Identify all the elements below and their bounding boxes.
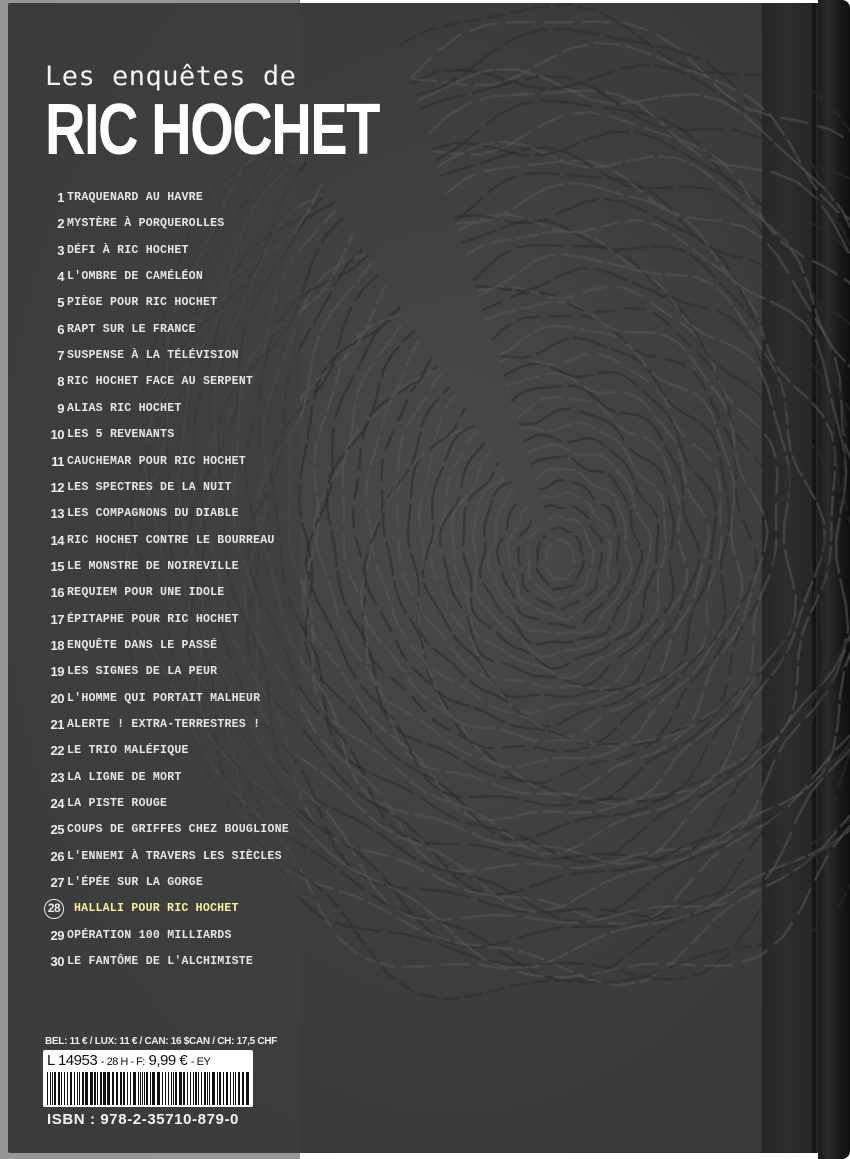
isbn-number: ISBN : 978-2-35710-879-0 (47, 1111, 239, 1128)
barcode-bar (190, 1072, 191, 1105)
barcode-bar (120, 1072, 122, 1105)
barcode-bar (193, 1072, 194, 1105)
title-text: LES 5 REVENANTS (67, 428, 175, 442)
barcode-bar (47, 1072, 48, 1105)
title-text: LE FANTÔME DE L'ALCHIMISTE (67, 955, 254, 969)
barcode-bar (133, 1072, 136, 1105)
barcode-bar (82, 1072, 84, 1105)
barcode-bar (61, 1072, 62, 1105)
barcode-bar (226, 1072, 228, 1105)
barcode-bar (212, 1072, 215, 1105)
barcode-bar (168, 1072, 169, 1105)
title-entry (30, 794, 370, 820)
title-entry (30, 557, 370, 583)
barcode-bar (183, 1072, 185, 1105)
fingerprint-ridge (353, 292, 774, 784)
title-entry (30, 478, 370, 504)
title-number: 1 (57, 190, 64, 205)
title-number: 17 (50, 611, 64, 627)
barcode-bar (70, 1072, 72, 1105)
barcode-bar (58, 1072, 60, 1105)
barcode-bar (97, 1072, 98, 1105)
title-text: L'OMBRE DE CAMÉLÉON (67, 270, 203, 284)
barcode-bar (230, 1072, 231, 1105)
title-text: LES SIGNES DE LA PEUR (67, 665, 218, 679)
barcode-bar (79, 1072, 80, 1105)
barcode-bars (45, 1072, 251, 1106)
title-text: LA LIGNE DE MORT (67, 770, 182, 784)
barcode-bar (162, 1072, 163, 1105)
barcode-bar (144, 1072, 145, 1105)
title-number: 7 (57, 348, 64, 364)
title-text: SUSPENSE À LA TÉLÉVISION (67, 349, 239, 363)
barcode-bar (165, 1072, 166, 1105)
title-entry (30, 531, 370, 557)
title-entry (30, 952, 370, 978)
title-number: 8 (57, 374, 64, 390)
barcode-bar (187, 1072, 188, 1105)
title-number: 21 (50, 717, 64, 732)
title-text: COUPS DE GRIFFES CHEZ BOUGLIONE (67, 823, 289, 837)
title-number: 9 (57, 400, 64, 416)
title-entry (30, 241, 370, 267)
title-number: 26 (50, 848, 64, 864)
barcode-bar (152, 1072, 155, 1105)
barcode-issue: - 28 H - F: (100, 1056, 145, 1068)
barcode-bar (127, 1072, 128, 1105)
title-number: 10 (50, 427, 64, 443)
title-text: ÉPITAPHE POUR RIC HOCHET (67, 612, 239, 626)
title-number: 13 (50, 506, 64, 522)
barcode-bar (142, 1072, 143, 1105)
barcode-bar (123, 1072, 125, 1105)
barcode-bar (74, 1072, 75, 1105)
title-text: MYSTÈRE À PORQUEROLLES (67, 217, 225, 231)
title-text: LA PISTE ROUGE (67, 797, 168, 811)
barcode-bar (179, 1072, 182, 1105)
barcode-bar (173, 1072, 174, 1105)
title-text: DÉFI À RIC HOCHET (67, 243, 189, 257)
series-logo (45, 61, 379, 170)
title-text: ALIAS RIC HOCHET (67, 401, 182, 415)
barcode-bar (64, 1072, 65, 1105)
barcode-bar (207, 1072, 208, 1105)
title-entry (30, 372, 370, 398)
title-entry (30, 504, 370, 530)
title-entry (30, 899, 370, 925)
title-text: RIC HOCHET CONTRE LE BOURREAU (67, 533, 275, 547)
barcode-bar (238, 1072, 240, 1105)
title-entry (30, 847, 370, 873)
title-text: PIÈGE POUR RIC HOCHET (67, 296, 218, 310)
series-logo-title: RIC HOCHET (45, 90, 379, 170)
barcode-bar (52, 1072, 53, 1105)
barcode-bar (157, 1072, 160, 1105)
barcode-bar (100, 1072, 102, 1105)
title-number: 24 (50, 796, 64, 812)
title-text: LES SPECTRES DE LA NUIT (67, 480, 232, 494)
barcode-bar (198, 1072, 199, 1105)
fingerprint-ridge (546, 540, 575, 580)
title-number: 19 (50, 664, 64, 680)
title-entry (30, 583, 370, 609)
fingerprint-ridge (306, 245, 812, 806)
title-entry (30, 320, 370, 346)
title-entry (30, 689, 370, 715)
barcode-bar (77, 1072, 78, 1105)
barcode-bar (219, 1072, 221, 1105)
barcode-bar (242, 1072, 244, 1105)
barcode-bar (50, 1072, 51, 1105)
title-text: L'ENNEMI À TRAVERS LES SIÈCLES (67, 849, 282, 863)
title-entry (30, 214, 370, 240)
barcode-code: L 14953 (47, 1052, 98, 1069)
title-number: 29 (50, 927, 64, 943)
title-number: 5 (57, 295, 64, 311)
title-entry (30, 399, 370, 425)
title-text: LES COMPAGNONS DU DIABLE (67, 507, 239, 521)
title-text: CAUCHEMAR POUR RIC HOCHET (67, 454, 246, 468)
barcode-bar (67, 1072, 68, 1105)
title-entry (30, 346, 370, 372)
barcode-bar (112, 1072, 114, 1105)
barcode-bar (116, 1072, 118, 1105)
title-number: 4 (57, 269, 64, 285)
barcode-bar (90, 1072, 93, 1105)
title-text: OPÉRATION 100 MILLIARDS (67, 928, 232, 942)
barcode-bar (204, 1072, 206, 1105)
title-entry (30, 662, 370, 688)
barcode-bar (150, 1072, 151, 1105)
title-number: 28 (44, 899, 64, 919)
title-text: HALLALI POUR RIC HOCHET (74, 902, 239, 916)
fingerprint-ridge (327, 269, 785, 804)
barcode-bar (130, 1072, 131, 1105)
barcode-bar (233, 1072, 234, 1105)
title-entry (30, 293, 370, 319)
barcode-bar (146, 1072, 148, 1105)
price-line: BEL: 11 € / LUX: 11 € / CAN: 16 $CAN / CH: 17,5 CHF (45, 1036, 277, 1047)
barcode-currency: € (179, 1052, 188, 1069)
barcode-bar (195, 1072, 197, 1105)
barcode-price-text (47, 1052, 210, 1071)
barcode-bar (223, 1072, 224, 1105)
title-entry (30, 873, 370, 899)
barcode-bar (85, 1072, 88, 1105)
title-number: 2 (57, 216, 64, 232)
title-entry (30, 425, 370, 451)
title-text: LE MONSTRE DE NOIREVILLE (67, 559, 239, 573)
title-number: 15 (50, 558, 64, 574)
barcode-bar (246, 1072, 249, 1105)
title-entry (30, 636, 370, 662)
title-text: L'HOMME QUI PORTAIT MALHEUR (67, 691, 261, 705)
title-entry (30, 926, 370, 952)
title-entry (30, 820, 370, 846)
barcode-bar (54, 1072, 56, 1105)
barcode-bar (171, 1072, 172, 1105)
title-number: 27 (50, 875, 64, 891)
title-entry (30, 188, 370, 214)
title-entry (30, 741, 370, 767)
title-text: TRAQUENARD AU HAVRE (67, 191, 203, 204)
title-number: 6 (57, 321, 64, 337)
title-text: L'ÉPÉE SUR LA GORGE (67, 876, 203, 890)
barcode-bar (201, 1072, 202, 1105)
title-number: 3 (57, 242, 64, 258)
title-number: 12 (50, 479, 64, 495)
title-text: ENQUÊTE DANS LE PASSÉ (67, 638, 218, 652)
title-number: 22 (50, 743, 64, 759)
barcode-bar (209, 1072, 210, 1105)
barcode-suffix: - EY (190, 1056, 211, 1068)
barcode-bar (235, 1072, 236, 1105)
barcode-bar (94, 1072, 96, 1105)
barcode-bar (175, 1072, 177, 1105)
title-number: 23 (50, 769, 64, 785)
title-text: LE TRIO MALÉFIQUE (67, 744, 189, 758)
title-entry (30, 715, 370, 741)
fingerprint-ridge (418, 373, 709, 713)
title-text: RAPT SUR LE FRANCE (67, 322, 196, 336)
title-number: 25 (50, 822, 64, 838)
barcode-bar (140, 1072, 141, 1105)
title-text: ALERTE ! EXTRA-TERRESTRES ! (67, 718, 261, 731)
barcode-price: 9,99 (148, 1052, 176, 1069)
title-entry (30, 452, 370, 478)
barcode-label (43, 1050, 253, 1107)
title-entry (30, 768, 370, 794)
title-entry (30, 610, 370, 636)
title-text: RIC HOCHET FACE AU SERPENT (67, 375, 254, 389)
title-text: REQUIEM POUR UNE IDOLE (67, 586, 225, 600)
fingerprint-ridge (508, 493, 611, 620)
title-number: 20 (50, 690, 64, 706)
title-number: 14 (50, 532, 64, 548)
fingerprint-ridge (518, 505, 602, 610)
series-logo-subtitle: Les enquêtes de (45, 61, 297, 92)
title-number: 11 (51, 453, 64, 469)
barcode-bar (138, 1072, 139, 1105)
title-number: 18 (50, 637, 64, 653)
title-number: 30 (50, 954, 64, 970)
barcode-bar (103, 1072, 106, 1105)
title-number: 16 (50, 585, 64, 601)
barcode-bar (217, 1072, 218, 1105)
title-entry (30, 267, 370, 293)
barcode-bar (107, 1072, 110, 1105)
